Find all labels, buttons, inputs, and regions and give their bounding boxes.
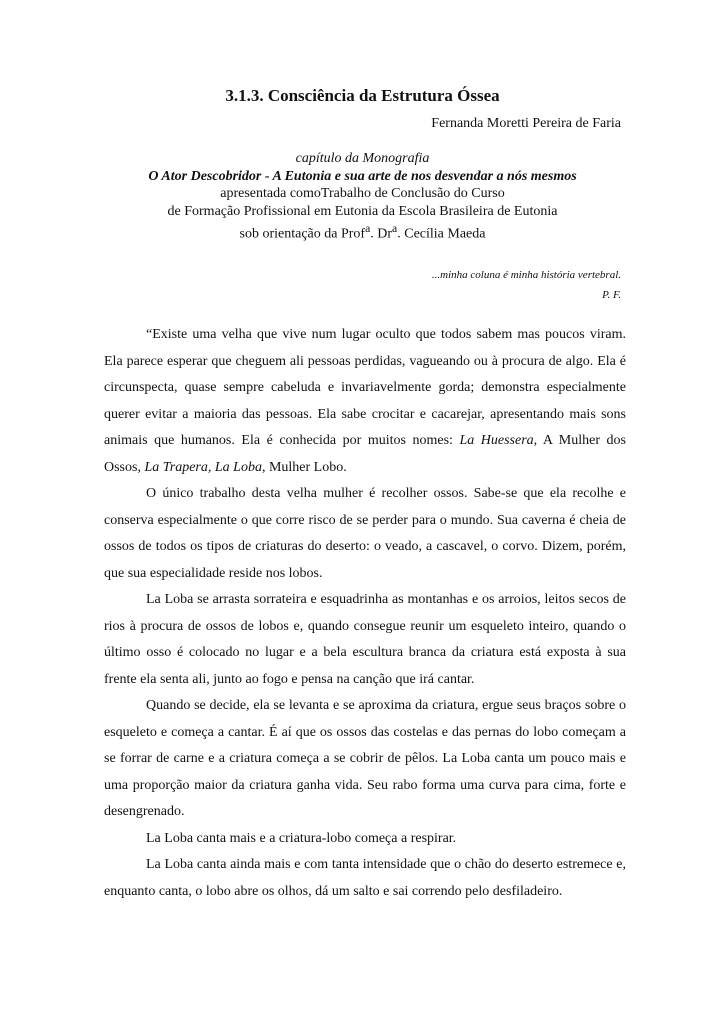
advisor-mid: . Dr <box>370 226 393 242</box>
paragraph-2: O único trabalho desta velha mulher é recolher ossos. Sabe-se que ela recolhe e conserva especialmente o que corre risco de se perder para o mundo. Sua caverna é cheia de ossos de todos os tipos de criaturas do deserto: o veado, a cascavel, o corvo. Dizem, porém, que sua especialidade reside nos lobos. <box>104 486 626 581</box>
header-line-monograph-title: O Ator Descobridor - A Eutonia e sua arte de nos desvendar a nós mesmos <box>148 168 577 184</box>
paragraph-1-part-c: , Mulher Lobo. <box>261 459 347 475</box>
paragraph-5: La Loba canta mais e a criatura-lobo começa a respirar. <box>146 830 457 846</box>
paragraph-1-part-b: A Mulher dos Ossos, <box>104 433 626 475</box>
body-text <box>104 322 626 905</box>
header-line-presented: apresentada comoTrabalho de Conclusão do Curso <box>220 186 505 201</box>
paragraph-6: La Loba canta ainda mais e com tanta intensidade que o chão do deserto estremece e, enquanto canta, o lobo abre os olhos, dá um salto e sai correndo pelo desfiladeiro. <box>104 857 626 899</box>
paragraph-1 <box>104 322 626 481</box>
epigraph-initials: P. F. <box>602 289 621 301</box>
header-line-advisor <box>60 220 665 243</box>
header-line-course: de Formação Profissional em Eutonia da Escola Brasileira de Eutonia <box>167 203 558 219</box>
advisor-sup-2: a <box>392 222 398 235</box>
header-line-chapter: capítulo da Monografia <box>295 151 430 166</box>
paragraph-1-part-a: “Existe uma velha que vive num lugar oculto que todos sabem mas poucos viram. Ela parece esperar que cheguem ali pessoas perdidas, vagueando ou à procura de algo. Ela é circunspecta, quase sempre cabeluda e invariavelmente gorda; demonstra especialmente querer evitar a maioria das pessoas. Ela sabe crocitar e cacarejar, apresentando mais sons animais que humanos. Ela é conhecida por muitos nomes: <box>104 327 626 448</box>
epigraph <box>432 265 621 305</box>
paragraph-3: La Loba se arrasta sorrateira e esquadrinha as montanhas e os arroios, leitos secos de rios à procura de ossos de lobos e, quando consegue reunir um esqueleto inteiro, quando o último osso é colocado no lugar e a bela escultura branca da criatura está exposta à sua frente ela senta ali, junto ao fogo e pensa na canção que irá cantar. <box>104 592 626 687</box>
epigraph-quote: ...minha coluna é minha história vertebral. <box>431 269 621 281</box>
monograph-header <box>60 150 665 243</box>
advisor-pre: sob orientação da Prof <box>239 226 366 242</box>
section-title: 3.1.3. Consciência da Estrutura Óssea <box>225 86 500 105</box>
paragraph-1-italic-2: La Trapera, La Loba <box>144 459 262 475</box>
advisor-post: . Cecília Maeda <box>397 226 486 242</box>
paragraph-4: Quando se decide, ela se levanta e se aproxima da criatura, ergue seus braços sobre o esqueleto e começa a cantar. É aí que os ossos das costelas e das pernas do lobo começam a se forrar de carne e a criatura começa a se cobrir de pêlos. La Loba canta um pouco mais e uma proporção maior da criatura ganha vida. Seu rabo forma uma curva para cima, forte e desengrenado. <box>104 698 626 819</box>
paragraph-1-italic-1: La Huessera, <box>459 433 538 448</box>
author-name: Fernanda Moretti Pereira de Faria <box>431 116 621 131</box>
advisor-sup-1: a <box>365 222 371 235</box>
